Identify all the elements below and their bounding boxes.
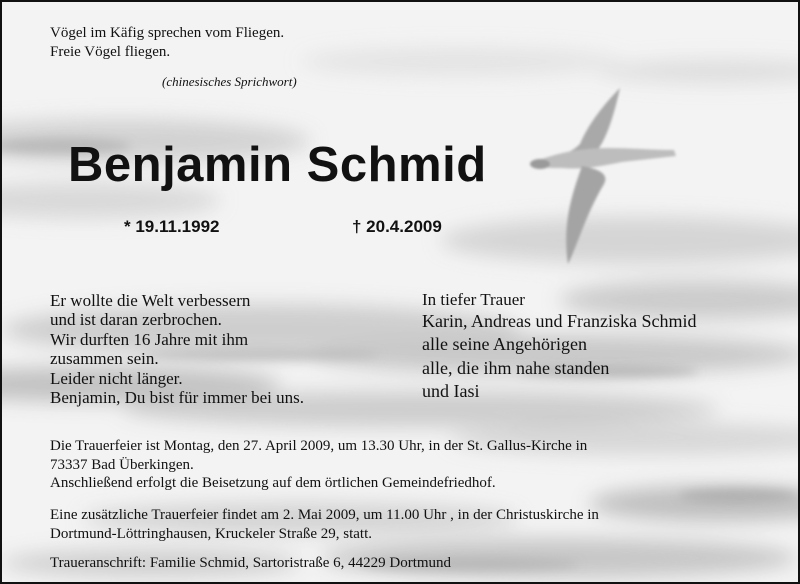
verse-line: Leider nicht länger. [50, 368, 183, 388]
mourner-line: alle, die ihm nahe standen [422, 357, 610, 378]
verse-line: Benjamin, Du bist für immer bei uns. [50, 388, 305, 408]
funeral-info [50, 437, 587, 493]
death-date: † 20.4.2009 [352, 217, 442, 236]
verse-line: Er wollte die Welt verbessern [50, 291, 251, 310]
epigraph-source: (chinesisches Sprichwort) [162, 74, 297, 89]
mourner-line: alle seine Angehörigen [422, 334, 587, 355]
mourner-line: und Iasi [422, 381, 480, 402]
deceased-name: Benjamin Schmid [68, 138, 487, 192]
epigraph-line: Vögel im Käfig sprechen vom Fliegen. [50, 25, 285, 41]
epigraph [50, 24, 284, 62]
second-service-info [50, 506, 599, 543]
verse-line: und ist daran zerbrochen. [50, 310, 222, 330]
verse-line: Wir durften 16 Jahre mit ihm [50, 329, 249, 349]
funeral-line: Die Trauerfeier ist Montag, den 27. April 2009, um 13.30 Uhr, in der St. Gallus-Kirche in [50, 438, 588, 454]
memorial-verse [50, 291, 304, 407]
service-line: Eine zusätzliche Trauerfeier findet am 2. Mai 2009, um 11.00 Uhr , in der Christuskirche in [50, 507, 599, 523]
funeral-line: 73337 Bad Überkingen. [50, 456, 194, 473]
service-line: Dortmund-Löttringhausen, Kruckeler Straße 29, statt. [50, 525, 373, 542]
epigraph-line: Freie Vögel fliegen. [50, 44, 171, 60]
birth-date: * 19.11.1992 [124, 217, 220, 236]
seagull-image [522, 84, 682, 274]
mourner-line: Karin, Andreas und Franziska Schmid [422, 311, 697, 331]
mourning-address: Traueranschrift: Familie Schmid, Sartoristraße 6, 44229 Dortmund [50, 555, 452, 571]
mourners-heading: In tiefer Trauer [422, 290, 525, 309]
verse-line: zusammen sein. [50, 349, 159, 369]
funeral-line: Anschließend erfolgt die Beisetzung auf dem örtlichen Gemeindefriedhof. [50, 475, 496, 491]
mourners-list [422, 289, 696, 404]
